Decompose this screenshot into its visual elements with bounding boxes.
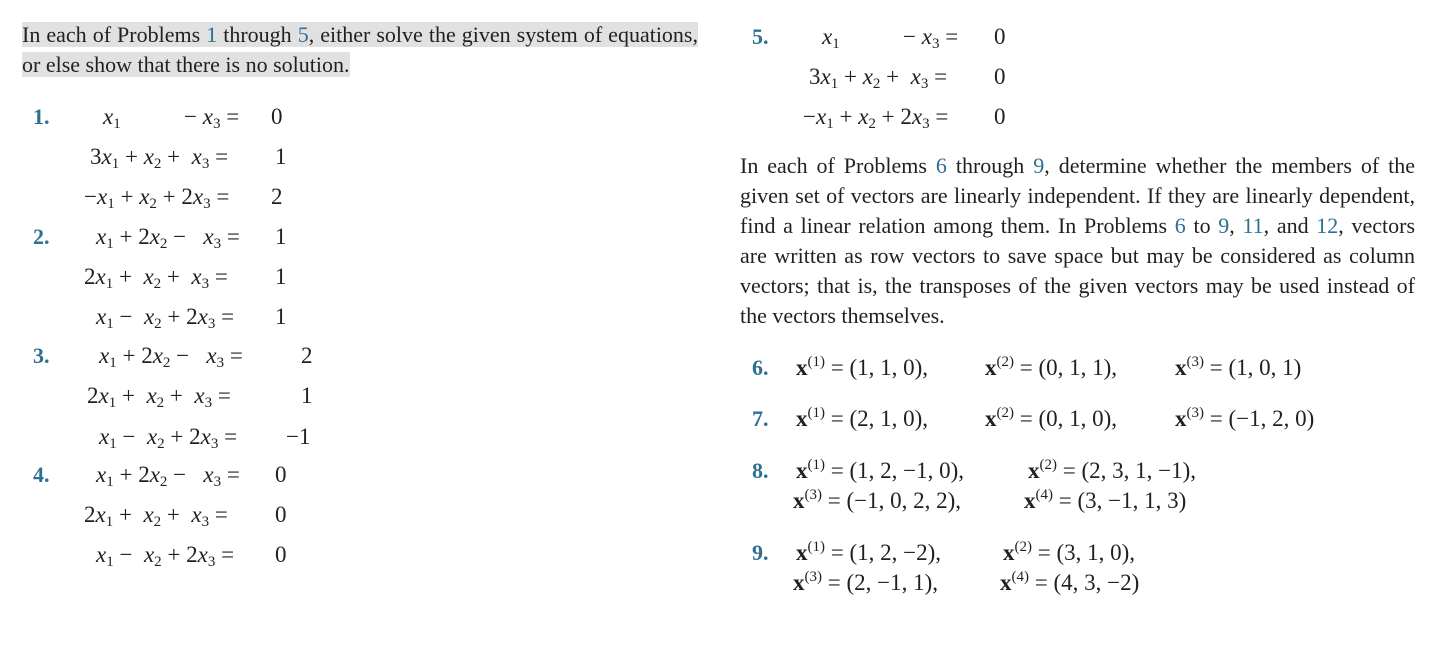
vector-9-2: $x^{(2)} = (3$, 1, 0), [1003,539,1136,565]
problem-number-9: 9. [752,540,769,565]
vector-8-2: $x^{(2)} = (2$, 3, 1, −1), [1028,457,1197,483]
problem-link-5[interactable]: 5 [297,22,309,47]
problem-link-9b[interactable]: 9 [1218,213,1230,238]
vector-8-3: $x^{(3)} = (-1$, 0, 2, 2), [793,487,962,513]
vectors-paragraph: In each of Problems 6 through 9, determine whether the members of the given set of vectors are linearly independent. If they are linearly dependent, find a linear relation among them. In Problems 6 to 9, 11, and 12, vectors are written as row vectors to save space but may be considered as column vectors; that is, the transposes of the given vectors may be used instead of the vectors themselves. [740,153,1416,328]
problem-number-2: 2. [33,224,50,249]
problem-number-8: 8. [752,458,769,483]
vector-9-4: $x^{(4)} = (4$, 3, −2) [1000,569,1140,595]
vector-8-4: $x^{(4)} = (3$, −1, 1, 3) [1024,487,1187,513]
problem-link-1[interactable]: 1 [206,22,218,47]
vector-6-2: $x^{(2)} = (0$, 1, 1), [985,354,1118,380]
vector-8-1: $x^{(1)} = (1$, 2, −1, 0), [796,457,965,483]
problem-number-3: 3. [33,343,50,368]
intro-paragraph: In each of Problems 1 through 5, either solve the given system of equations, or else show that there is no solution. [22,22,698,77]
vector-9-3: $x^{(3)} = (2$, −1, 1), [793,569,939,595]
vector-9-1: $x^{(1)} = (1$, 2, −2), [796,539,942,565]
problem-number-7: 7. [752,406,769,431]
problem-link-6[interactable]: 6 [935,153,947,178]
problem-link-12[interactable]: 12 [1316,213,1339,238]
vector-7-3: $x^{(3)} = (-1$, 2, 0) [1175,405,1315,431]
problem-link-9[interactable]: 9 [1033,153,1045,178]
vector-7-2: $x^{(2)} = (0$, 1, 0), [985,405,1118,431]
vector-6-1: $x^{(1)} = (1$, 1, 0), [796,354,929,380]
vector-6-3: $x^{(3)} = (1$, 0, 1) [1175,354,1302,380]
problem-number-6: 6. [752,355,769,380]
problem-number-4: 4. [33,462,50,487]
problem-link-11[interactable]: 11 [1242,213,1264,238]
problem-number-1: 1. [33,104,50,129]
problem-link-6b[interactable]: 6 [1174,213,1186,238]
problem-number-5: 5. [752,24,769,49]
vector-7-1: $x^{(1)} = (2$, 1, 0), [796,405,929,431]
